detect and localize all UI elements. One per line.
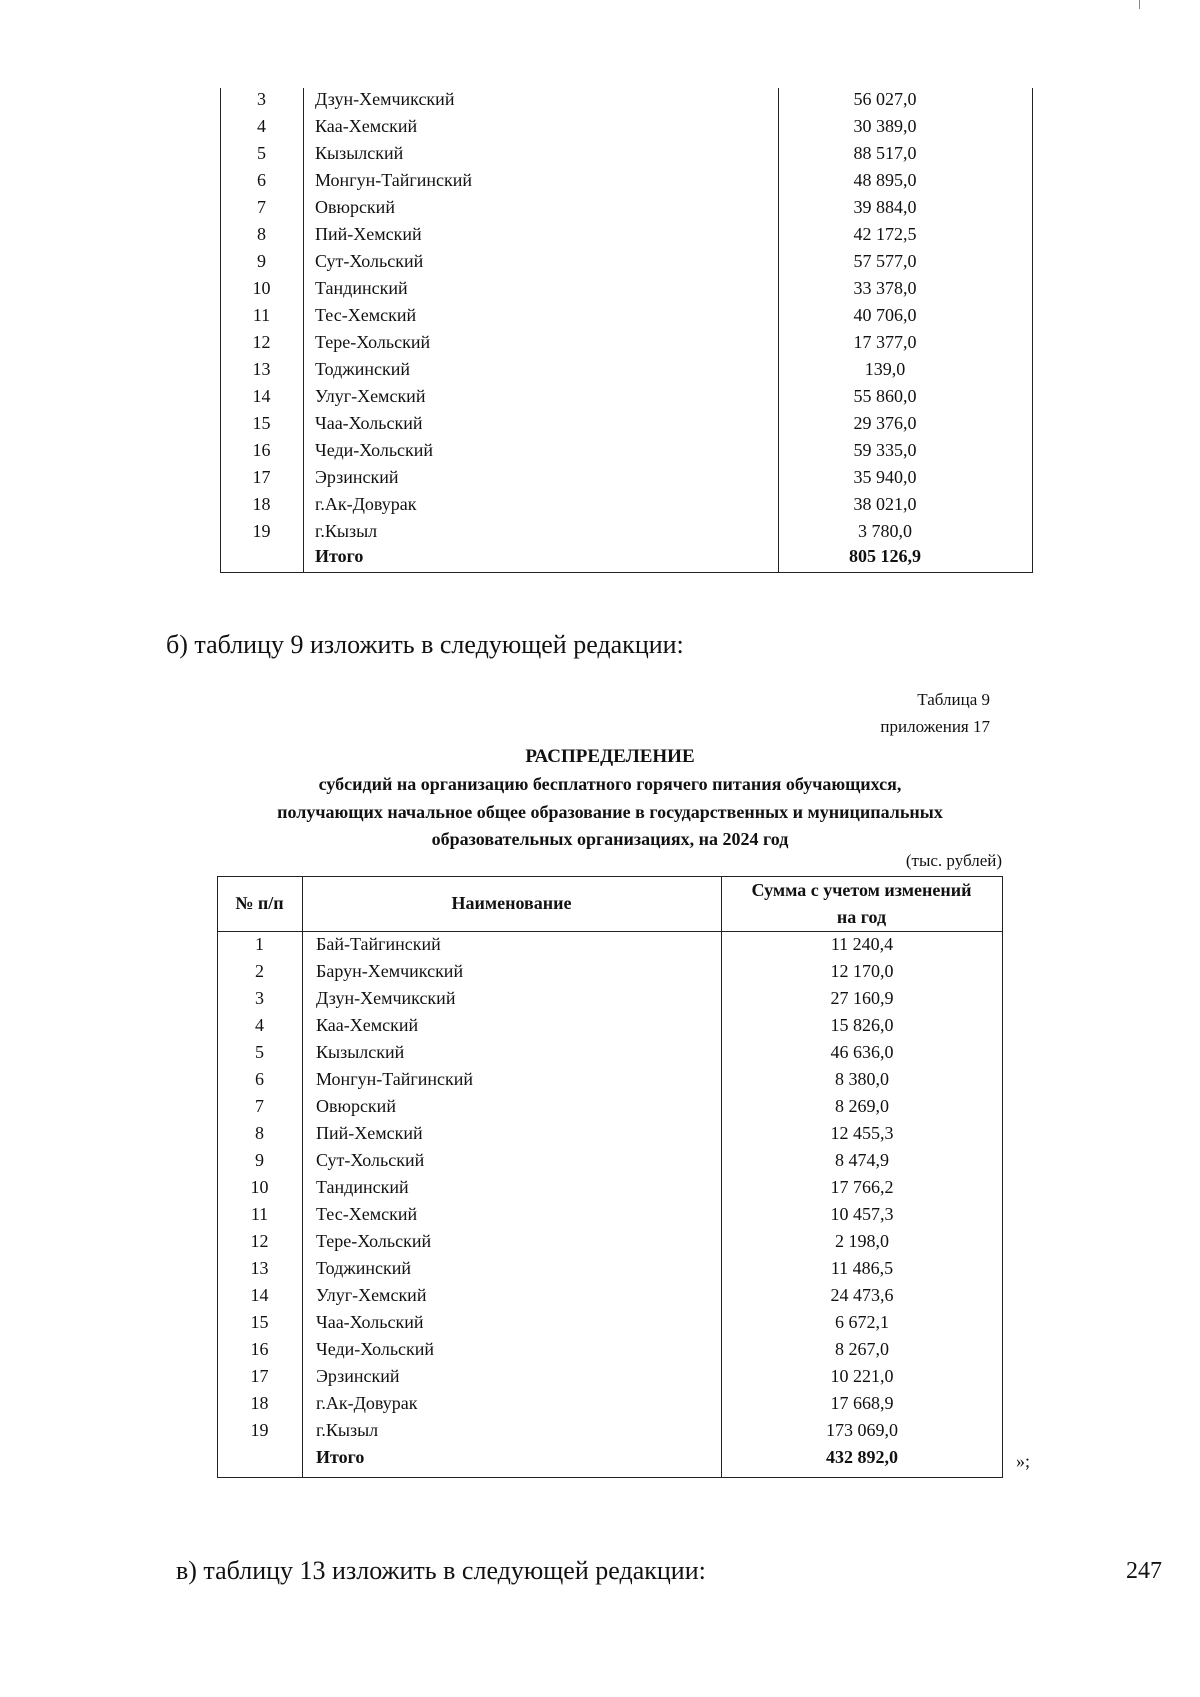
row-name: Каа-Хемский xyxy=(315,116,418,136)
row-name: Чаа-Хольский xyxy=(315,413,423,433)
row-number: 7 xyxy=(255,1096,264,1116)
row-number: 16 xyxy=(250,1339,269,1359)
row-value: 15 826,0 xyxy=(830,1015,894,1035)
row-value: 3 780,0 xyxy=(858,521,912,541)
row-value: 6 672,1 xyxy=(835,1312,889,1332)
row-name: Овюрский xyxy=(315,197,395,217)
row-number: 4 xyxy=(257,116,266,136)
row-number: 12 xyxy=(252,332,271,352)
table-row xyxy=(217,1255,1003,1282)
row-name: Чаа-Хольский xyxy=(316,1312,424,1332)
row-number: 6 xyxy=(255,1069,264,1089)
table-row xyxy=(220,356,1033,383)
table-row xyxy=(220,275,1033,302)
row-name: г.Ак-Довурак xyxy=(315,494,417,514)
row-value: 8 269,0 xyxy=(835,1096,889,1116)
row-name: Дзун-Хемчикский xyxy=(316,988,456,1008)
row-value: 11 240,4 xyxy=(830,934,894,954)
row-number: 18 xyxy=(252,494,271,514)
table-row xyxy=(217,1147,1003,1174)
scan-artifact-mark xyxy=(1139,0,1140,9)
row-number: 14 xyxy=(252,386,271,406)
page-number: 247 xyxy=(1126,1558,1162,1584)
row-name: Чеди-Хольский xyxy=(315,440,434,460)
row-name: Чеди-Хольский xyxy=(316,1339,435,1359)
row-value: 10 221,0 xyxy=(830,1366,894,1386)
row-name: Монгун-Тайгинский xyxy=(315,170,473,190)
table-row xyxy=(217,1012,1003,1039)
row-value: 17 766,2 xyxy=(830,1177,894,1197)
table-subtitle-line-1: субсидий на организацию бесплатного горячего питания обучающихся, xyxy=(318,774,902,794)
row-number: 17 xyxy=(252,467,271,487)
table-row xyxy=(217,1201,1003,1228)
row-value: 42 172,5 xyxy=(853,224,917,244)
row-number: 19 xyxy=(250,1420,269,1440)
row-value: 46 636,0 xyxy=(830,1042,894,1062)
row-number: 11 xyxy=(250,1204,269,1224)
table-row xyxy=(217,1228,1003,1255)
row-number: 2 xyxy=(255,961,264,981)
row-value: 35 940,0 xyxy=(853,467,917,487)
row-number: 16 xyxy=(252,440,271,460)
row-number: 19 xyxy=(252,521,271,541)
table-row xyxy=(220,167,1033,194)
total-value: 805 126,9 xyxy=(849,546,921,566)
row-value: 17 668,9 xyxy=(830,1393,894,1413)
table-row xyxy=(217,985,1003,1012)
row-name: Пий-Хемский xyxy=(315,224,422,244)
header-name: Наименование xyxy=(451,893,572,913)
row-number: 4 xyxy=(255,1015,264,1035)
row-name: Улуг-Хемский xyxy=(316,1285,427,1305)
closing-quote-mark: »; xyxy=(1016,1451,1031,1471)
row-name: Пий-Хемский xyxy=(316,1123,423,1143)
row-name: Тоджинский xyxy=(315,359,410,379)
subsidy-distribution-table xyxy=(217,876,1003,1478)
row-number: 8 xyxy=(255,1123,264,1143)
row-number: 3 xyxy=(255,988,264,1008)
total-label: Итого xyxy=(316,1447,365,1467)
row-value: 59 335,0 xyxy=(853,440,917,460)
table-border-top xyxy=(217,876,1003,877)
table-title: РАСПРЕДЕЛЕНИЕ xyxy=(525,746,695,767)
row-name: Кызылский xyxy=(315,143,404,163)
row-value: 17 377,0 xyxy=(853,332,917,352)
row-name: Эрзинский xyxy=(316,1366,400,1386)
row-value: 57 577,0 xyxy=(853,251,917,271)
table-row xyxy=(217,1120,1003,1147)
row-value: 139,0 xyxy=(864,359,906,379)
row-name: Бай-Тайгинский xyxy=(316,934,441,954)
row-name: Тере-Хольский xyxy=(315,332,431,352)
table-row xyxy=(220,113,1033,140)
row-value: 27 160,9 xyxy=(830,988,894,1008)
row-value: 33 378,0 xyxy=(853,278,917,298)
table-row xyxy=(217,1363,1003,1390)
table-total-row xyxy=(217,1444,1003,1471)
instruction-c: в) таблицу 13 изложить в следующей редакции: xyxy=(176,1556,706,1585)
row-name: Сут-Хольский xyxy=(316,1150,425,1170)
table-row xyxy=(217,1309,1003,1336)
table-row xyxy=(217,1039,1003,1066)
row-name: Тандинский xyxy=(315,278,408,298)
table-total-row xyxy=(220,543,1033,570)
header-sum-line-1: Сумма с учетом изменений xyxy=(751,880,972,900)
row-number: 15 xyxy=(250,1312,269,1332)
row-value: 12 455,3 xyxy=(830,1123,894,1143)
row-number: 18 xyxy=(250,1393,269,1413)
row-name: Монгун-Тайгинский xyxy=(316,1069,474,1089)
row-number: 17 xyxy=(250,1366,269,1386)
row-name: Улуг-Хемский xyxy=(315,386,426,406)
continued-distribution-table xyxy=(220,88,1033,573)
row-number: 14 xyxy=(250,1285,269,1305)
row-value: 29 376,0 xyxy=(853,413,917,433)
row-number: 13 xyxy=(252,359,271,379)
row-value: 8 474,9 xyxy=(835,1150,889,1170)
row-number: 10 xyxy=(250,1177,269,1197)
table-row xyxy=(217,958,1003,985)
table-row xyxy=(217,1390,1003,1417)
table-row xyxy=(220,221,1033,248)
table-row xyxy=(220,329,1033,356)
table-row xyxy=(220,86,1033,113)
header-sum-line-2: на год xyxy=(836,907,887,927)
appendix-label: приложения 17 xyxy=(880,717,990,736)
table-border-bottom xyxy=(220,572,1033,573)
table-row xyxy=(220,302,1033,329)
row-number: 5 xyxy=(255,1042,264,1062)
row-value: 24 473,6 xyxy=(830,1285,894,1305)
row-name: Каа-Хемский xyxy=(316,1015,419,1035)
table-row xyxy=(220,194,1033,221)
table-row xyxy=(220,248,1033,275)
table-row xyxy=(217,1066,1003,1093)
row-number: 8 xyxy=(257,224,266,244)
table-row xyxy=(217,931,1003,958)
row-name: г.Ак-Довурак xyxy=(316,1393,418,1413)
row-name: Овюрский xyxy=(316,1096,396,1116)
table-border-bottom xyxy=(217,1477,1003,1478)
row-number: 12 xyxy=(250,1231,269,1251)
table-row xyxy=(217,1417,1003,1444)
row-number: 13 xyxy=(250,1258,269,1278)
header-number: № п/п xyxy=(235,893,284,913)
row-number: 3 xyxy=(257,89,266,109)
row-value: 11 486,5 xyxy=(830,1258,894,1278)
total-value: 432 892,0 xyxy=(826,1447,898,1467)
table-row xyxy=(217,1093,1003,1120)
row-name: Кызылский xyxy=(316,1042,405,1062)
row-name: Барун-Хемчикский xyxy=(316,961,464,981)
row-name: Сут-Хольский xyxy=(315,251,424,271)
row-value: 38 021,0 xyxy=(853,494,917,514)
row-number: 9 xyxy=(255,1150,264,1170)
units-label: (тыс. рублей) xyxy=(905,851,1002,870)
row-name: Тере-Хольский xyxy=(316,1231,432,1251)
row-number: 1 xyxy=(255,934,264,954)
table-subtitle-line-2: получающих начальное общее образование в государственных и муниципальных xyxy=(277,802,943,822)
table-row xyxy=(220,140,1033,167)
row-number: 5 xyxy=(257,143,266,163)
row-value: 39 884,0 xyxy=(853,197,917,217)
row-name: Тоджинский xyxy=(316,1258,411,1278)
table-row xyxy=(217,1336,1003,1363)
row-value: 12 170,0 xyxy=(830,961,894,981)
row-value: 40 706,0 xyxy=(853,305,917,325)
row-number: 15 xyxy=(252,413,271,433)
row-value: 48 895,0 xyxy=(853,170,917,190)
row-name: Эрзинский xyxy=(315,467,399,487)
row-value: 56 027,0 xyxy=(853,89,917,109)
table-row xyxy=(220,491,1033,518)
row-value: 30 389,0 xyxy=(853,116,917,136)
row-value: 10 457,3 xyxy=(830,1204,894,1224)
row-name: Тандинский xyxy=(316,1177,409,1197)
table-row xyxy=(220,518,1033,545)
row-number: 10 xyxy=(252,278,271,298)
table-row xyxy=(220,437,1033,464)
table-row xyxy=(217,1174,1003,1201)
total-label: Итого xyxy=(315,546,364,566)
instruction-b: б) таблицу 9 изложить в следующей редакции: xyxy=(166,630,684,659)
row-value: 8 380,0 xyxy=(835,1069,889,1089)
table-row xyxy=(220,383,1033,410)
row-value: 2 198,0 xyxy=(835,1231,889,1251)
row-name: г.Кызыл xyxy=(316,1420,379,1440)
row-number: 9 xyxy=(257,251,266,271)
table-subtitle-line-3: образовательных организациях, на 2024 год xyxy=(431,829,789,849)
row-number: 6 xyxy=(257,170,266,190)
row-value: 8 267,0 xyxy=(835,1339,889,1359)
table-row xyxy=(220,464,1033,491)
row-value: 55 860,0 xyxy=(853,386,917,406)
row-number: 7 xyxy=(257,197,266,217)
table-row xyxy=(217,1282,1003,1309)
row-name: Тес-Хемский xyxy=(315,305,417,325)
row-value: 88 517,0 xyxy=(853,143,917,163)
row-name: Тес-Хемский xyxy=(316,1204,418,1224)
row-name: г.Кызыл xyxy=(315,521,378,541)
table-row xyxy=(220,410,1033,437)
row-number: 11 xyxy=(252,305,271,325)
row-value: 173 069,0 xyxy=(826,1420,898,1440)
table-number-label: Таблица 9 xyxy=(917,690,990,709)
row-name: Дзун-Хемчикский xyxy=(315,89,455,109)
